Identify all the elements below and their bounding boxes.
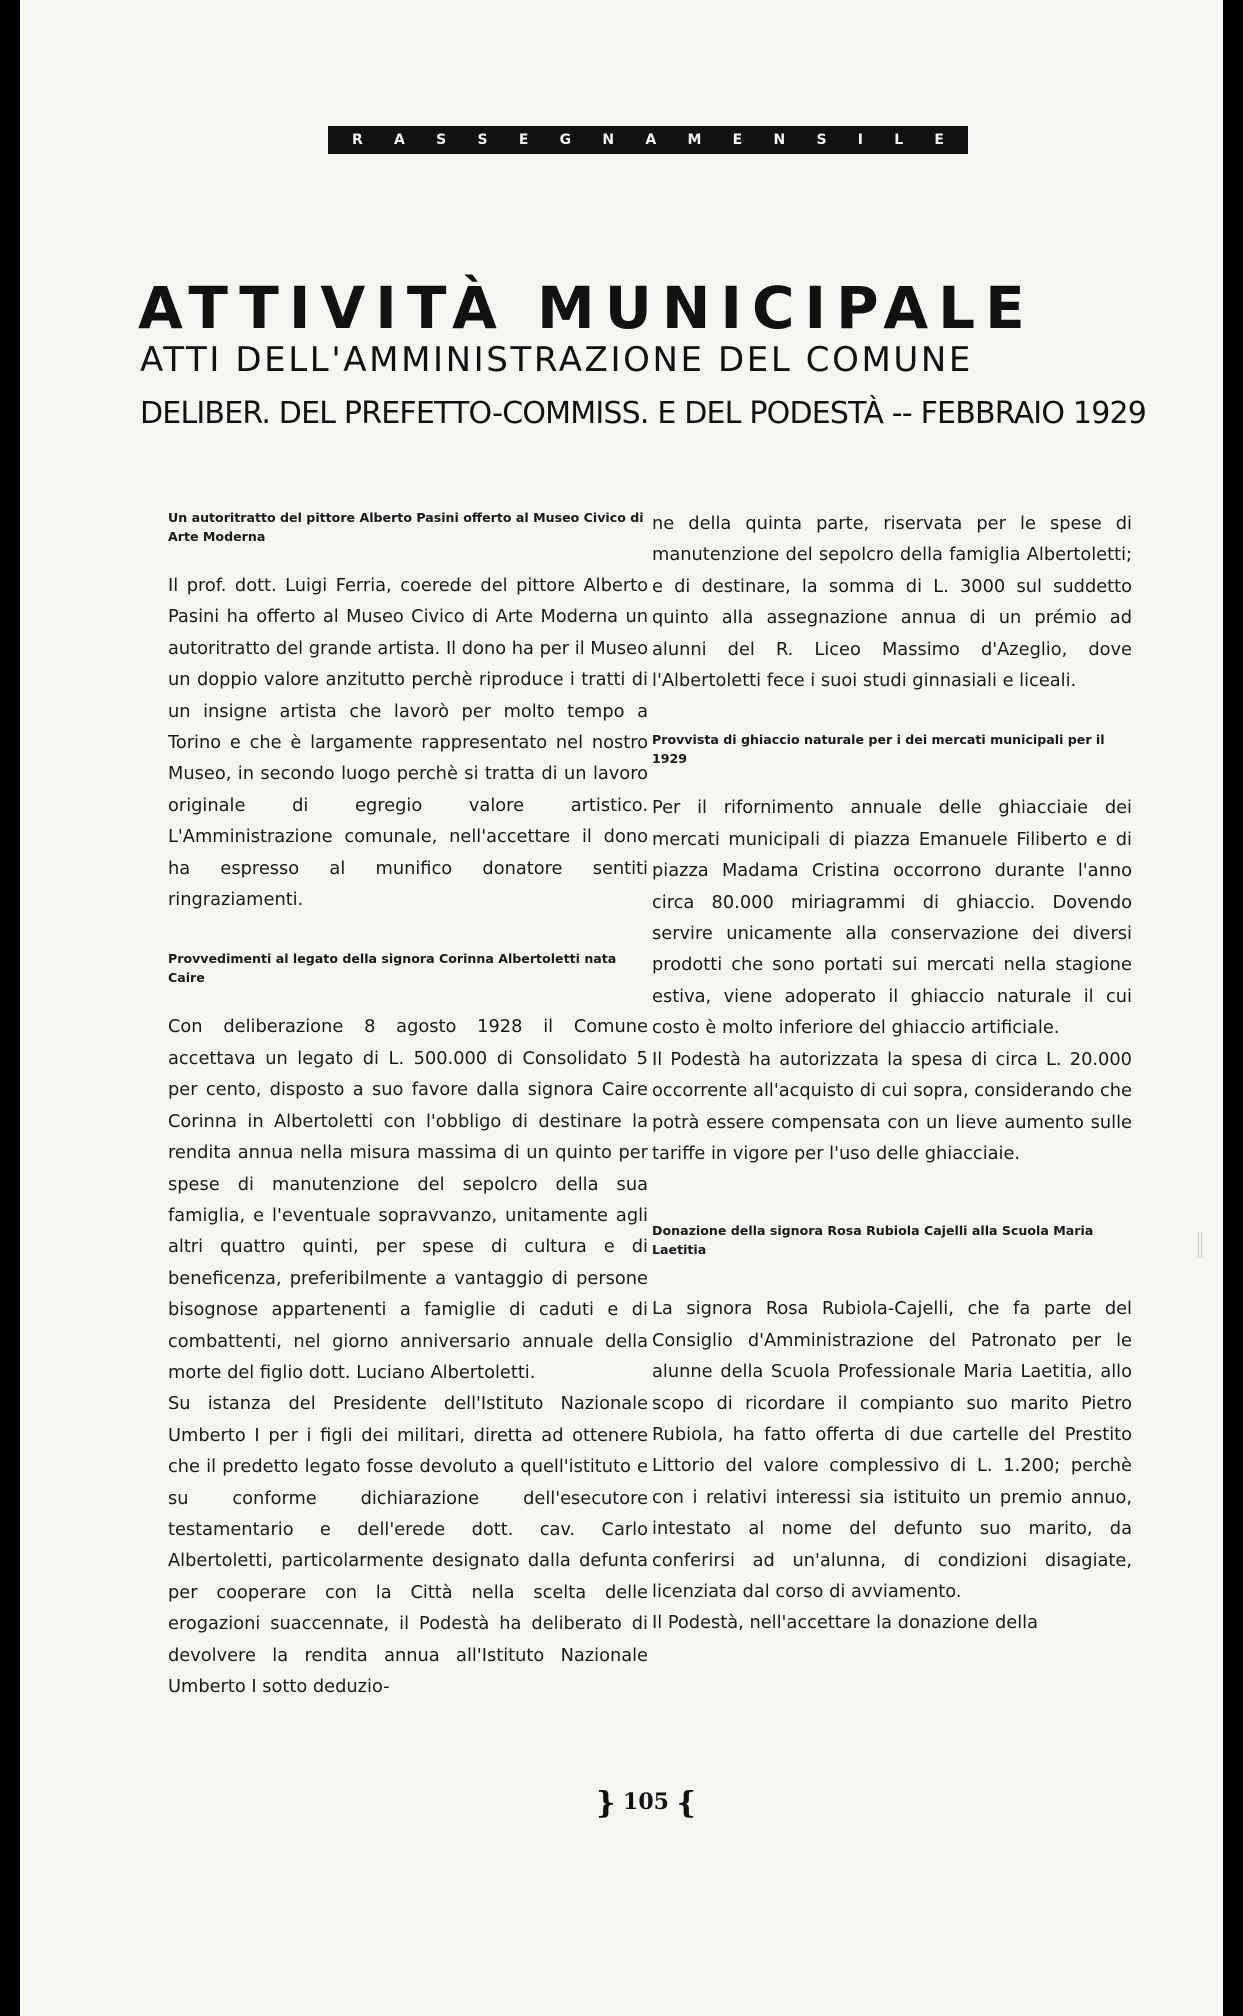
section-heading: Donazione della signora Rosa Rubiola Cajelli alla Scuola Maria Laetitia (652, 1223, 1094, 1258)
section-paragraph: Con deliberazione 8 agosto 1928 il Comune accettava un legato di L. 500.000 di Consolidato 5 per cento, disposto a suo favore dalla signora Caire Corinna in Albertoletti con l'obbligo di destinare la rendita annua nella misura massima di un quinto per spese di manutenzione del sepolcro della sua famiglia, e l'eventuale sopravvanzo, unitamente agli altri quattro quinti, per spese di cultura e di beneficenza, preferibilmente a vantaggio di persone bisognose appartenenti a famiglie di caduti e di combattenti, nel giorno anniversario annuale della morte del figlio dott. Luciano Albertoletti. (168, 1016, 648, 1383)
page-title: ATTIVITÀ MUNICIPALE (138, 274, 1035, 342)
document-page (20, 0, 1223, 2016)
ribbon-letter: S (436, 132, 447, 148)
section-paragraph: Il Podestà ha autorizzata la spesa di circa L. 20.000 occorrente all'acquisto di cui sopra, considerando che potrà essere compensata con un lieve aumento sulle tariffe in vigore per l'uso delle ghiacciaie. (652, 1048, 1132, 1164)
ribbon-letter: A (394, 132, 405, 148)
section-paragraph: Su istanza del Presidente dell'Istituto Nazionale Umberto I per i figli dei militari, diretta ad ottenere che il predetto legato fosse devoluto a quell'istituto e su conforme dichiarazione dell'esecutore testamentario e dell'erede dott. cav. Carlo Albertoletti, particolarmente designato dalla defunta per cooperare con la Città nella scelta delle erogazioni suaccennate, il Podestà ha deliberato di devolvere la rendita annua all'Istituto Nazionale Umberto I sotto deduzio- (168, 1393, 648, 1697)
section-paragraph: La signora Rosa Rubiola-Cajelli, che fa parte del Consiglio d'Amministrazione del Patronato per le alunne della Scuola Professionale Maria Laetitia, allo scopo di ricordare il compianto suo marito Pietro Rubiola, ha fatto offerta di due cartelle del Prestito Littorio del valore complessivo di L. 1.200; perchè con i relativi interessi sia istituito un premio annuo, intestato al nome del defunto suo marito, da conferirsi ad un'alunna, di condizioni disagiate, licenziata dal corso di avviamento. (652, 1298, 1132, 1602)
ribbon-letter: E (934, 132, 944, 148)
ribbon-letter: I (857, 132, 863, 148)
ribbon-letter: R (352, 132, 363, 148)
section-heading: Provvedimenti al legato della signora Corinna Albertoletti nata Caire (168, 951, 617, 986)
page-subtitle: ATTI DELL'AMMINISTRAZIONE DEL COMUNE (140, 340, 974, 380)
ribbon-letter: N (773, 132, 786, 148)
ribbon-letter: L (894, 132, 904, 148)
ribbon-letter: G (559, 132, 572, 148)
ribbon-letter: A (645, 132, 657, 148)
header-ribbon (328, 126, 968, 154)
ribbon-letter: E (732, 132, 743, 148)
right-column (652, 508, 1132, 1639)
brace-left-icon: } (596, 1786, 616, 1821)
ribbon-letter: N (602, 132, 615, 148)
page-number-folio (576, 1786, 716, 1821)
ribbon-letter: S (477, 132, 488, 148)
ribbon-letter: M (687, 132, 702, 148)
section-heading: Provvista di ghiaccio naturale per i dei mercati municipali per il 1929 (652, 732, 1105, 767)
left-column (168, 508, 648, 1702)
section-paragraph: Il prof. dott. Luigi Ferria, coerede del pittore Alberto Pasini ha offerto al Museo Civico di Arte Moderna un autoritratto del grande artista. Il dono ha per il Museo un doppio valore anzitutto perchè riproduce i tratti di un insigne artista che lavorò per molto tempo a Torino e che è largamente rappresentato nel nostro Museo, in secondo luogo perchè si tratta di un lavoro originale di egregio valore artistico. L'Amministrazione comunale, nell'accettare il dono ha espresso al munifico donatore sentiti ringraziamenti. (168, 575, 648, 911)
page-subtitle-date: DELIBER. DEL PREFETTO-COMMISS. E DEL PODESTÀ -- FEBBRAIO 1929 (140, 396, 1147, 431)
ribbon-letter: E (518, 132, 529, 148)
section-paragraph: Per il rifornimento annuale delle ghiacciaie dei mercati municipali di piazza Emanuele Filiberto e di piazza Madama Cristina occorrono durante l'anno circa 80.000 miriagrammi di ghiaccio. Dovendo servire unicamente alla conservazione dei diversi prodotti che sono portati sui mercati nella stagione estiva, viene adoperato il ghiaccio naturale il cui costo è molto inferiore del ghiaccio artificiale. (652, 797, 1132, 1039)
section-heading: Un autoritratto del pittore Alberto Pasini offerto al Museo Civico di Arte Moderna (168, 510, 644, 544)
section-paragraph: Il Podestà, nell'accettare la donazione della (652, 1612, 1039, 1634)
binding-mark (1198, 1232, 1202, 1258)
ribbon-letter: S (816, 132, 827, 148)
page-number: 105 (623, 1789, 669, 1815)
brace-right-icon: { (676, 1786, 696, 1821)
section-paragraph: ne della quinta parte, riservata per le spese di manutenzione del sepolcro della famiglia Albertoletti; e di destinare, la somma di L. 3000 sul suddetto quinto alla assegnazione annua di un prémio ad alunni del R. Liceo Massimo d'Azeglio, dove l'Albertoletti fece i suoi studi ginnasiali e liceali. (652, 513, 1132, 692)
